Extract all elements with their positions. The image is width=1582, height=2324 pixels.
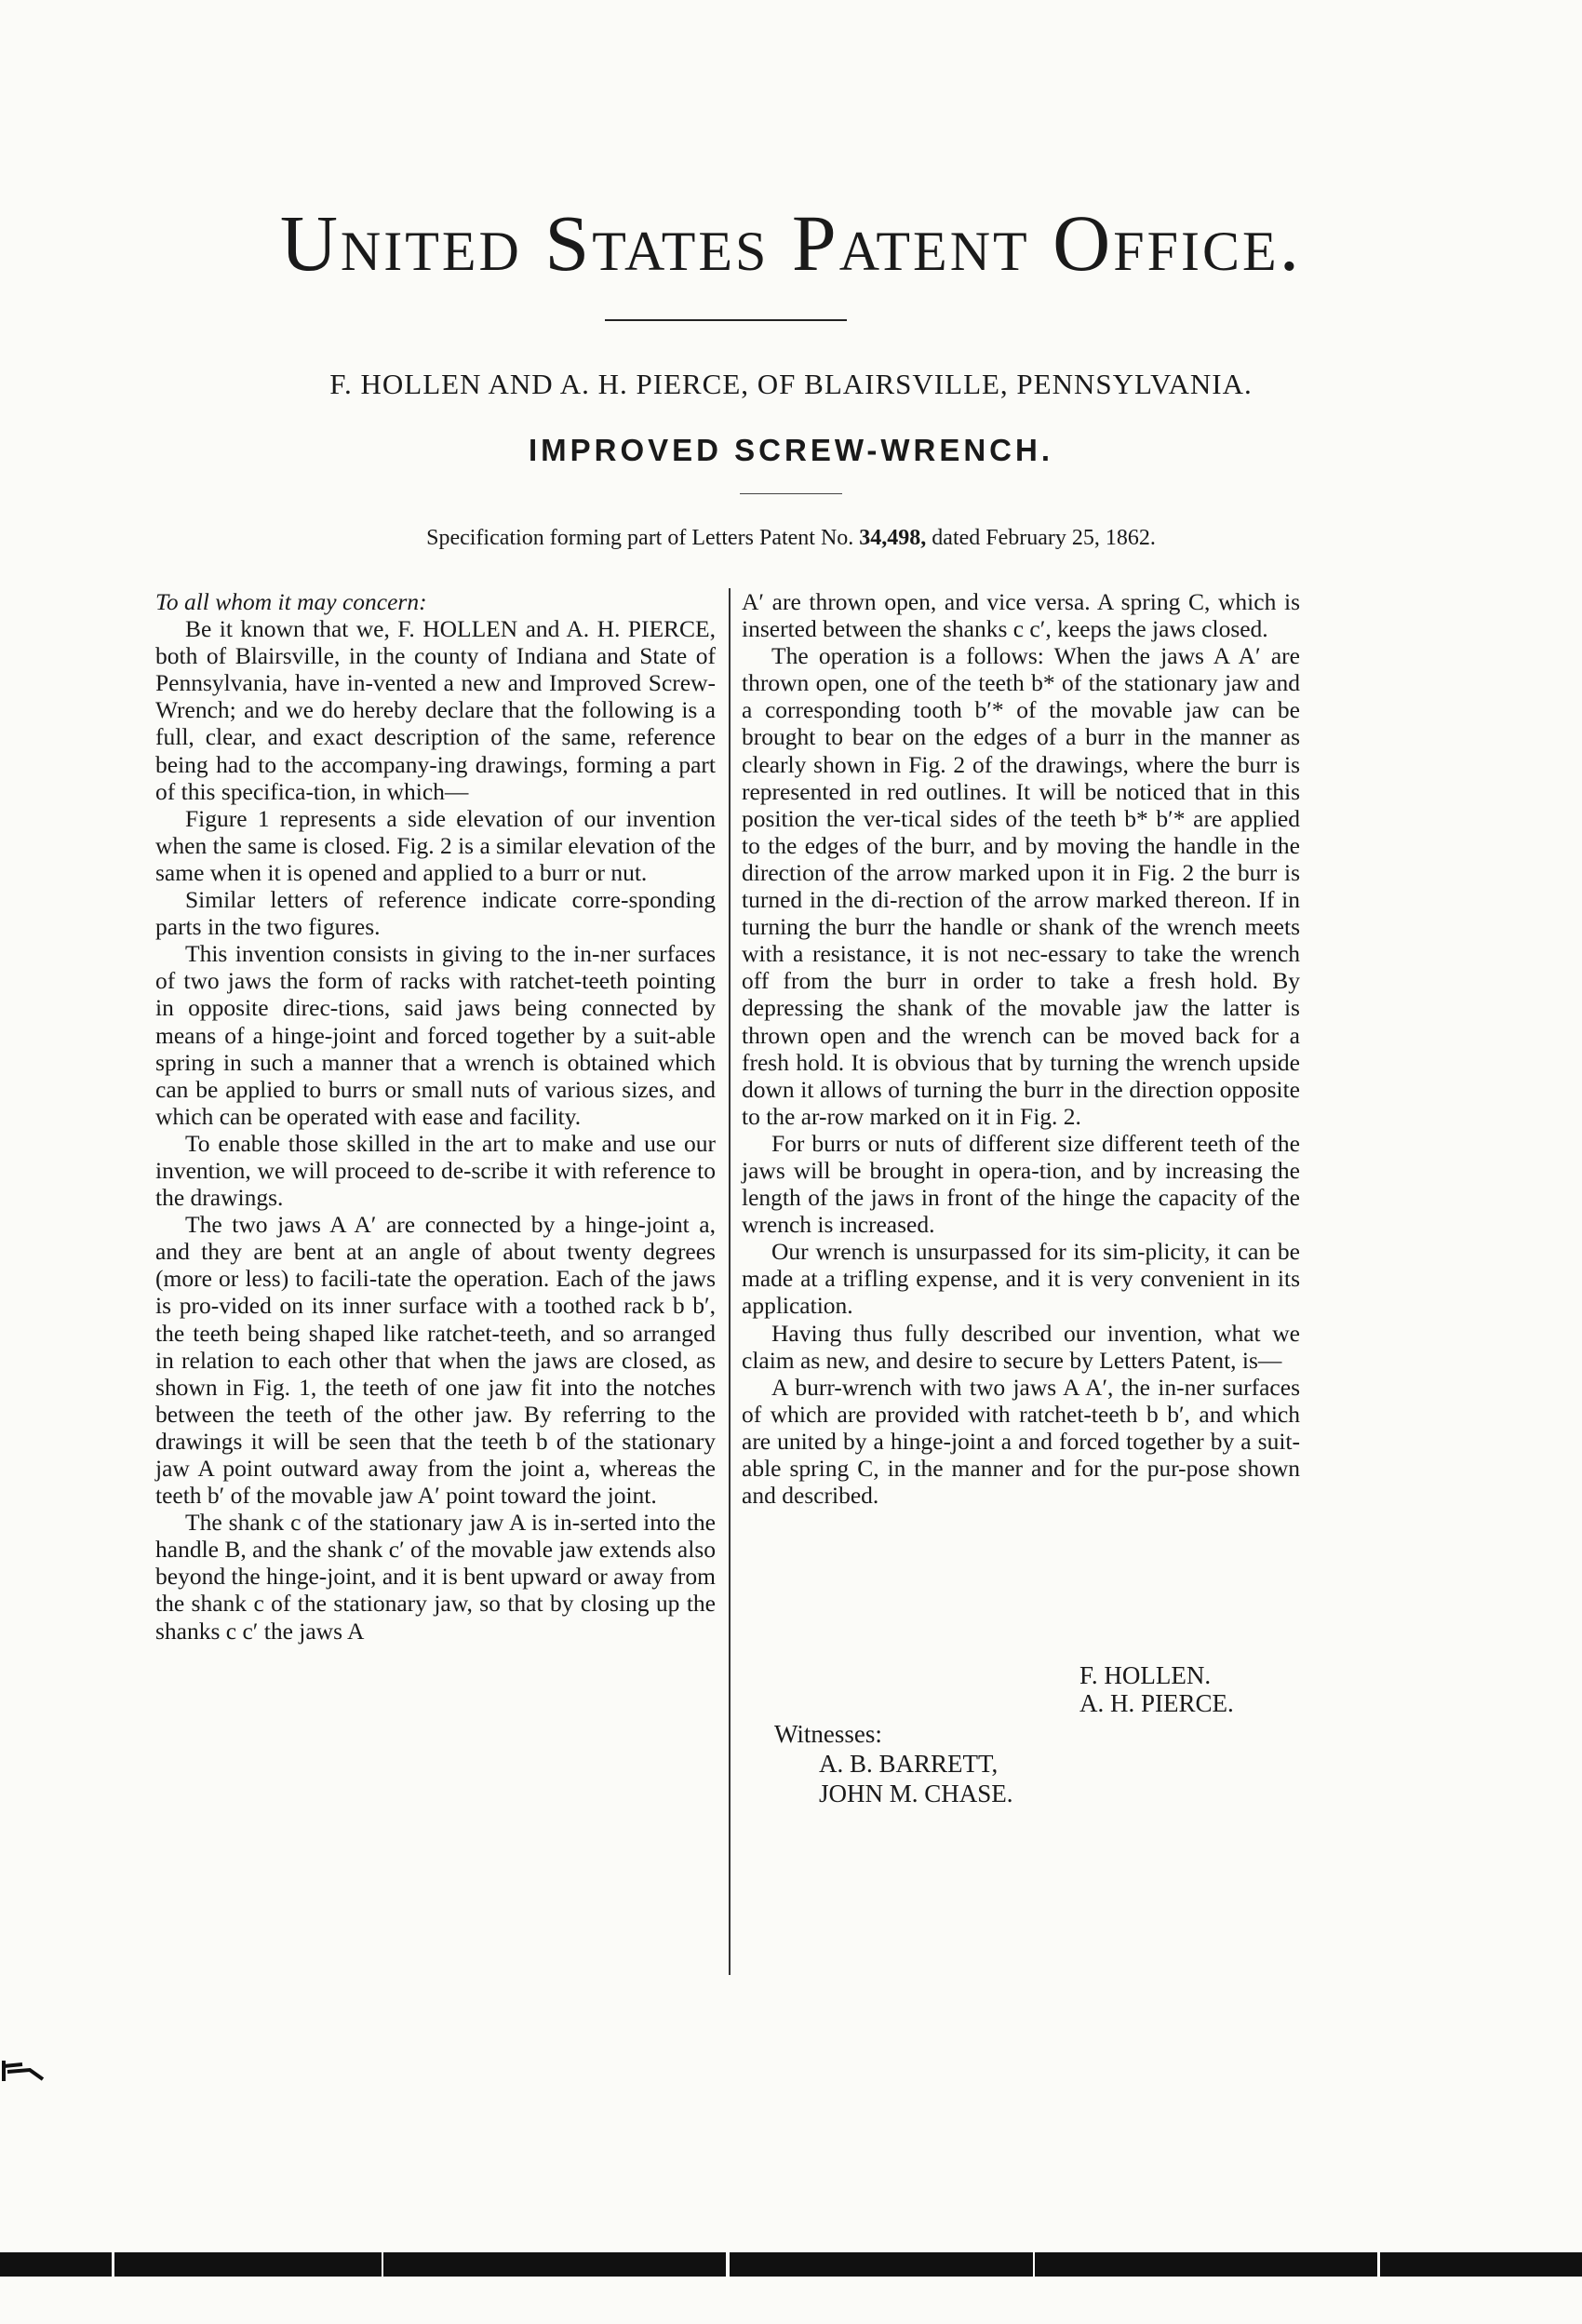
patent-number: 34,498, [859,526,927,550]
divider-rule-short [740,493,842,494]
paragraph: To enable those skilled in the art to make and use our invention, we will proceed to de-scribe it with reference to the drawings. [155,1129,716,1212]
paragraph: This invention consists in giving to the in-ner surfaces of two jaws the form of racks with ratchet-teeth pointing in opposite direc-tions, said jaws being connected by means of a hinge-joint and forced together by a suit-able spring in such a manner that a wrench is obtained which can be applied to burrs or small nuts of various sizes, and which can be operated with ease and facility. [155,940,716,1130]
invention-title: IMPROVED SCREW-WRENCH. [528,433,1053,467]
spec-prefix: Specification forming part of Letters Patent No. [426,526,854,550]
inventors-line: F. HOLLEN AND A. H. PIERCE, OF BLAIRSVILLE, PENNSYLVANIA. [329,368,1253,400]
column-divider [729,588,731,1975]
margin-mark [2,2057,48,2085]
paragraph: Similar letters of reference indicate corre-sponding parts in the two figures. [155,886,716,941]
paragraph: Be it known that we, F. HOLLEN and A. H. PIERCE, both of Blairsville, in the county of Indiana and State of Pennsylvania, have in-vented a new and Improved Screw-Wrench; and we do hereby declare that the following is a full, clear, and exact description of the same, reference being had to the accompany-ing drawings, forming a part of this specifica-tion, in which— [155,615,716,805]
inventor-signature-2: A. H. PIERCE. [1079,1689,1234,1717]
witness-2: JOHN M. CHASE. [819,1780,1013,1807]
specification-line [0,526,1582,551]
paragraph: A′ are thrown open, and vice versa. A spring C, which is inserted between the shanks c c′, keeps the jaws closed. [742,588,1300,643]
divider-rule [605,319,847,321]
witness-1: A. B. BARRETT, [819,1750,999,1778]
claim-paragraph: A burr-wrench with two jaws A A′, the in-ner surfaces of which are provided with ratchet-teeth b b′, and which are united by a hinge-joint a and forced together by a suit-able spring C, in the manner and for the pur-pose shown and described. [742,1373,1300,1510]
salutation: To all whom it may concern: [155,588,427,615]
inventor-signature-1: F. HOLLEN. [1079,1661,1212,1689]
scan-edge-bar [0,2252,1582,2277]
spec-date: dated February 25, 1862. [932,526,1156,550]
paragraph: The shank c of the stationary jaw A is in-serted into the handle B, and the shank c′ of the movable jaw extends also beyond the hinge-joint, and it is bent upward or away from the shank c of the stationary jaw, so that by closing up the shanks c c′ the jaws A [155,1509,716,1645]
right-column [742,588,1300,1509]
witnesses-label: Witnesses: [774,1720,882,1748]
paragraph: Having thus fully described our invention, what we claim as new, and desire to secure by Letters Patent, is— [742,1319,1300,1374]
paragraph: Figure 1 represents a side elevation of our invention when the same is closed. Fig. 2 is a similar elevation of the same when it is opened and applied to a burr or nut. [155,804,716,886]
paragraph: For burrs or nuts of different size different teeth of the jaws will be brought in opera-tion, and by increasing the length of the jaws in front of the hinge the capacity of the wrench is increased. [742,1129,1300,1239]
paragraph: The operation is a follows: When the jaws A A′ are thrown open, one of the teeth b* of the stationary jaw and a corresponding tooth b′* of the movable jaw can be brought to bear on the edges of a burr in the manner as clearly shown in Fig. 2 of the drawings, where the burr is represented in red outlines. It will be noticed that in this position the ver-tical sides of the teeth b* b′* are applied to the edges of the burr, and by moving the handle in the direction of the arrow marked upon it in Fig. 2 the burr is turned in the di-rection of the arrow marked thereon. If in turning the burr the handle or shank of the wrench meets with a resistance, it is not nec-essary to take the wrench off from the burr in order to take a fresh hold. By depressing the shank of the movable jaw the latter is thrown open and the wrench can be moved back for a fresh hold. It is obvious that by turning the wrench upside down it allows of turning the burr in the direction opposite to the ar-row marked on it in Fig. 2. [742,642,1300,1130]
paragraph: Our wrench is unsurpassed for its sim-plicity, it can be made at a trifling expense, and it is very convenient in its application. [742,1238,1300,1320]
office-heading: United States Patent Office. [279,198,1303,288]
paragraph: The two jaws A A′ are connected by a hinge-joint a, and they are bent at an angle of about twenty degrees (more or less) to facili-tate the operation. Each of the jaws is pro-vided on its inner surface with a toothed rack b b′, the teeth being shaped like ratchet-teeth, and so arranged in relation to each other that when the jaws are closed, as shown in Fig. 1, the teeth of one jaw fit into the notches between the teeth of the other jaw. By referring to the drawings it will be seen that the teeth b of the stationary jaw A point outward away from the joint a, whereas the teeth b′ of the movable jaw A′ point toward the joint. [155,1211,716,1510]
left-column [155,588,716,1645]
